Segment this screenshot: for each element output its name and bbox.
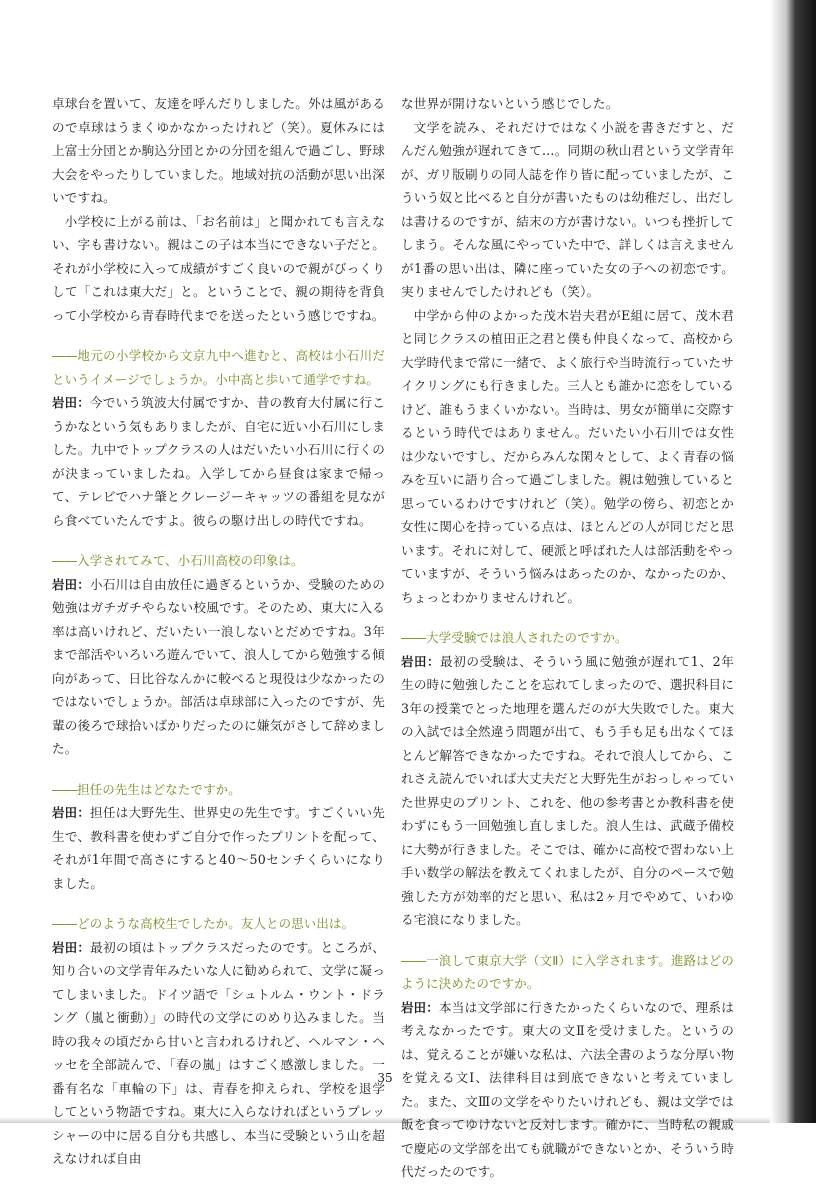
- paragraph: な世界が開けないという感じでした。: [401, 96, 619, 111]
- interview-answer: [52, 391, 385, 532]
- right-column: [401, 92, 734, 1184]
- interview-question: ――地元の小学校から文京九中へ進むと、高校は小石川だというイメージでしょうか。小中高と歩いて通学ですね。: [52, 348, 385, 387]
- answer-text: 最初の頃はトップクラスだったのです。ところが、知り合いの文学青年みたいな人に勧められて、文学に凝ってしまいました。ドイツ語で「シュトルム・ウント・ドラング（嵐と衝動）」の時代の文学にのめり込みました。当時の我々の頃だから甘いと言われるけれど、ヘルマン・ヘッセを全部読んで、「春の嵐」はすごく感激しました。一番有名な「車輪の下」は、青春を抑えられ、学校を退学してという物語ですね。東大に入らなければというプレッシャーの中に居る自分も共感し、本当に受験という山を超えなければ自由: [52, 939, 385, 1166]
- speaker-label: 岩田：: [401, 653, 440, 669]
- interview-answer: [52, 936, 385, 1171]
- interview-question: ――担任の先生はどなたですか。: [52, 781, 241, 797]
- paragraph: 卓球台を置いて、友達を呼んだりしました。外は風があるので卓球はうまくゆかなかったけれど（笑）。夏休みには上富士分団とか駒込分団とかの分団を組んで過ごし、野球大会をやったりしていました。地域対抗の活動が思い出深いですね。: [52, 96, 385, 205]
- interview-question: ――どのような高校生でしたか。友人との思い出は。: [52, 916, 355, 931]
- answer-text: 担任は大野先生、世界史の先生です。すごくいい先生で、教科書を使わずご自分で作ったプリントを配って、それが1年間で高さにすると40～50センチくらいになりました。: [52, 805, 385, 891]
- speaker-label: 岩田：: [52, 395, 90, 410]
- left-column: [52, 92, 385, 1171]
- interview-answer: [401, 996, 734, 1184]
- interview-answer: [52, 573, 385, 761]
- speaker-label: 岩田：: [52, 805, 91, 820]
- interview-question: ――入学されてみて、小石川高校の印象は。: [52, 553, 304, 568]
- interview-answer: [52, 801, 385, 895]
- interview-question: ――一浪して東京大学（文Ⅱ）に入学されます。進路はどのように決めたのですか。: [401, 952, 734, 991]
- paragraph: 中学から仲のよかった茂木岩夫君がE組に居て、茂木君と同じクラスの植田正之君と僕も仲良くなって、高校から大学時代まで常に一緒で、よく旅行や当時流行っていたサイクリングにも行きました。三人とも誰かに恋をしているけど、誰もうまくいかない。当時は、男女が簡単に交際するという時代ではありません。だいたい小石川では女性は少ないですし、だからみんな閑々として、よく青春の悩みを互いに語り合って過ごしました。親は勉強していると思っているわけですけれど（笑）。勉学の傍ら、初恋とか女性に関心を持っている点は、ほとんどの人が同じだと思います。それに対して、硬派と呼ばれた人は部活動をやっていますが、そういう悩みはあったのか、なかったのか、ちょっとわかりませんけれど。: [401, 307, 734, 605]
- paragraph: 文学を読み、それだけではなく小説を書きだすと、だんだん勉強が遅れてきて…。同期の秋山君という文学青年が、ガリ版刷りの同人誌を作り皆に配っていましたが、こういう奴と比べると自分が書いたものは幼稚だし、出だしは書けるのですが、結末の方が書けない。いつも挫折してしまう。そんな風にやっていた中で、詳しくは言えませんが1番の思い出は、隣に座っていた女の子への初恋です。実りませんでしたけれども（笑）。: [401, 119, 734, 299]
- speaker-label: 岩田：: [52, 576, 90, 592]
- answer-text: 今でいう筑波大付属ですか、昔の教育大付属に行こうかなという気もありましたが、自宅に近い小石川にしました。九中でトップクラスの人はだいたい小石川に行くのが決まっていましたね。入学してから昼食は家まで帰って、テレビでハナ肇とクレージーキャッツの番組を見ながら食べていたんですよ。彼らの駆け出しの時代ですね。: [52, 395, 385, 528]
- interview-answer: [401, 650, 734, 932]
- answer-text: 本当は文学部に行きたかったくらいなので、理系は考えなかったです。東大の文Ⅱを受けました。というのは、覚えることが嫌いな私は、六法全書のような分厚い物を覚える文Ⅰ、法律科目は到底できないと考えていました。また、文Ⅲの文学をやりたいけれども、親は文学では飯を食ってゆけないと反対します。確かに、当時私の親戚で慶応の文学部を出ても就職ができないとか、そういう時代だったのです。: [401, 999, 734, 1179]
- page-edge-shadow: [770, 0, 816, 1123]
- speaker-label: 岩田：: [401, 999, 439, 1015]
- paragraph: 小学校に上がる前は、「お名前は」と聞かれても言えない、字も書けない。親はこの子は本当にできない子だと。それが小学校に入って成績がすごく良いので親がびっくりして「これは東大だ」と。ということで、親の期待を背負って小学校から青春時代までを送ったという感じですね。: [52, 213, 385, 323]
- answer-text: 小石川は自由放任に過ぎるというか、受験のための勉強はガチガチやらない校風です。そのため、東大に入る率は高いけれど、だいたい一浪しないとだめですね。3年まで部活やいろいろ遊んでいて、浪人してから勉強する傾向があって、日比谷なんかに較べると現役は少なかったのではないでしょうか。部活は卓球部に入ったのですが、先輩の後ろで球拾いばかりだったのに嫌気がさして辞めました。: [52, 576, 385, 756]
- answer-text: 最初の受験は、そういう風に勉強が遅れて1、2年生の時に勉強したことを忘れてしまったので、選択科目に3年の授業でとった地理を選んだのが大失敗でした。東大の入試では全然違う問題が出て、もう手も足も出なくてほとんど解答できなかったですね。それで浪人してから、これさえ読んでいれば大丈夫だと大野先生がおっしゃっていた世界史のプリント、これを、他の参考書とか教科書を使わずにもう一回勉強し直しました。浪人生は、武蔵予備校に大勢が行きました。そこでは、確かに高校で習わない上手い数学の解法を教えてくれましたが、自分のペースで勉強した方が効率的だと思い、私は2ヶ月でやめて、いわゆる宅浪になりました。: [401, 653, 735, 927]
- speaker-label: 岩田：: [52, 939, 91, 955]
- interview-question: ――大学受験では浪人されたのですか。: [401, 630, 628, 645]
- page-number: 35: [377, 1071, 393, 1085]
